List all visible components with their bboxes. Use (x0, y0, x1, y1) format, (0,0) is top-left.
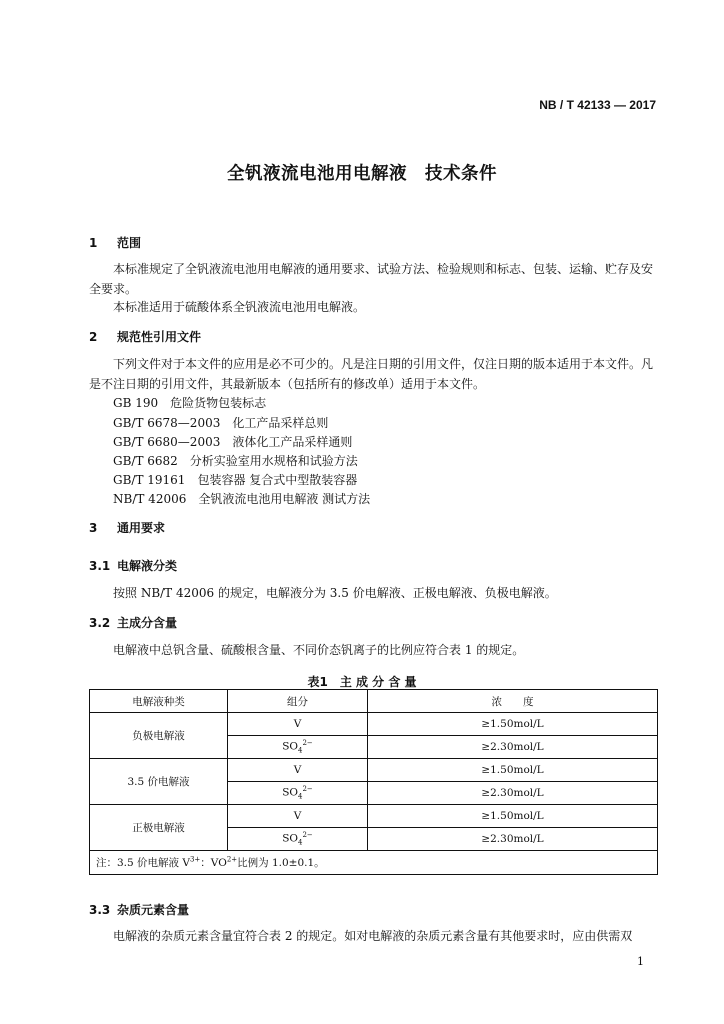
reference-item: GB/T 6680—2003 液体化工产品采样通则 (113, 435, 353, 449)
section-title: 电解液分类 (117, 559, 178, 573)
section-3-3-heading (89, 901, 189, 918)
column-header: 电解液种类 (90, 690, 228, 713)
section-title: 范围 (117, 236, 142, 250)
sulfate-formula: SO (282, 786, 298, 799)
note-text: 注：3.5 价电解液 V (96, 857, 190, 869)
column-header: 浓 度 (368, 690, 658, 713)
section-number: 3.3 (89, 903, 111, 917)
reference-item: NB/T 42006 全钒液流电池用电解液 测试方法 (113, 492, 371, 506)
concentration-cell: ≥2.30mol/L (368, 736, 658, 759)
section-number: 3 (89, 521, 98, 535)
section-number: 1 (89, 236, 98, 250)
section-number: 3.1 (89, 559, 111, 573)
component-cell: V (228, 805, 368, 828)
electrolyte-type-cell: 3.5 价电解液 (90, 759, 228, 805)
component-cell (228, 828, 368, 851)
concentration-cell: ≥2.30mol/L (368, 828, 658, 851)
sulfate-superscript: 2− (302, 785, 313, 794)
section-3-1-paragraph: 按照 NB/T 42006 的规定，电解液分为 3.5 价电解液、正极电解液、负极电解液。 (113, 586, 557, 600)
table-note-row (90, 851, 658, 875)
table-header-row (90, 690, 658, 713)
table-row (90, 805, 658, 828)
document-title: 全钒液流电池用电解液 技术条件 (227, 164, 497, 184)
note-superscript: 3+ (189, 855, 201, 864)
reference-item: GB 190 危险货物包装标志 (113, 396, 267, 410)
note-text: 比例为 1.0±0.1。 (237, 857, 325, 869)
section-3-3-paragraph: 电解液的杂质元素含量宜符合表 2 的规定。如对电解液的杂质元素含量有其他要求时，应由供需双 (113, 929, 633, 943)
page-number: 1 (637, 955, 644, 968)
sulfate-formula: SO (282, 740, 298, 753)
section-2-paragraph: 下列文件对于本文件的应用是必不可少的。凡是注日期的引用文件，仅注日期的版本适用于本文件。凡是不注日期的引用文件，其最新版本（包括所有的修改单）适用于本文件。 (89, 357, 654, 391)
section-title: 通用要求 (117, 521, 166, 535)
reference-item: GB/T 6678—2003 化工产品采样总则 (113, 416, 329, 430)
section-number: 2 (89, 330, 98, 344)
component-cell (228, 782, 368, 805)
sulfate-superscript: 2− (302, 831, 313, 840)
reference-item: GB/T 19161 包装容器 复合式中型散装容器 (113, 473, 358, 487)
section-3-2-paragraph: 电解液中总钒含量、硫酸根含量、不同价态钒离子的比例应符合表 1 的规定。 (113, 643, 525, 657)
electrolyte-type-cell: 负极电解液 (90, 713, 228, 759)
sulfate-subscript: 4 (298, 838, 303, 847)
section-1-paragraph-1: 本标准规定了全钒液流电池用电解液的通用要求、试验方法、检验规则和标志、包装、运输、贮存及安全要求。 (89, 262, 654, 296)
table-note (90, 851, 658, 875)
section-1-heading (89, 234, 141, 251)
table-caption: 表1 主 成 分 含 量 (307, 675, 417, 689)
table-row (90, 713, 658, 736)
table-row (90, 759, 658, 782)
electrolyte-type-cell: 正极电解液 (90, 805, 228, 851)
sulfate-formula: SO (282, 832, 298, 845)
note-superscript: 2+ (226, 855, 238, 864)
section-title: 主成分含量 (117, 616, 178, 630)
section-2-heading (89, 328, 201, 345)
sulfate-superscript: 2− (302, 739, 313, 748)
sulfate-subscript: 4 (298, 792, 303, 801)
component-cell (228, 736, 368, 759)
component-cell: V (228, 759, 368, 782)
concentration-cell: ≥1.50mol/L (368, 805, 658, 828)
reference-item: GB/T 6682 分析实验室用水规格和试验方法 (113, 454, 358, 468)
section-title: 杂质元素含量 (117, 903, 190, 917)
main-component-table (89, 689, 658, 875)
note-text: ：VO (200, 857, 227, 869)
section-title: 规范性引用文件 (117, 330, 202, 344)
concentration-cell: ≥2.30mol/L (368, 782, 658, 805)
sulfate-subscript: 4 (298, 746, 303, 755)
column-header: 组分 (228, 690, 368, 713)
section-3-2-heading (89, 614, 177, 631)
concentration-cell: ≥1.50mol/L (368, 713, 658, 736)
section-1-paragraph-2: 本标准适用于硫酸体系全钒液流电池用电解液。 (113, 300, 366, 314)
component-cell: V (228, 713, 368, 736)
section-3-1-heading (89, 557, 177, 574)
concentration-cell: ≥1.50mol/L (368, 759, 658, 782)
section-number: 3.2 (89, 616, 111, 630)
standard-number: NB / T 42133 — 2017 (539, 98, 656, 112)
section-3-heading (89, 519, 165, 536)
